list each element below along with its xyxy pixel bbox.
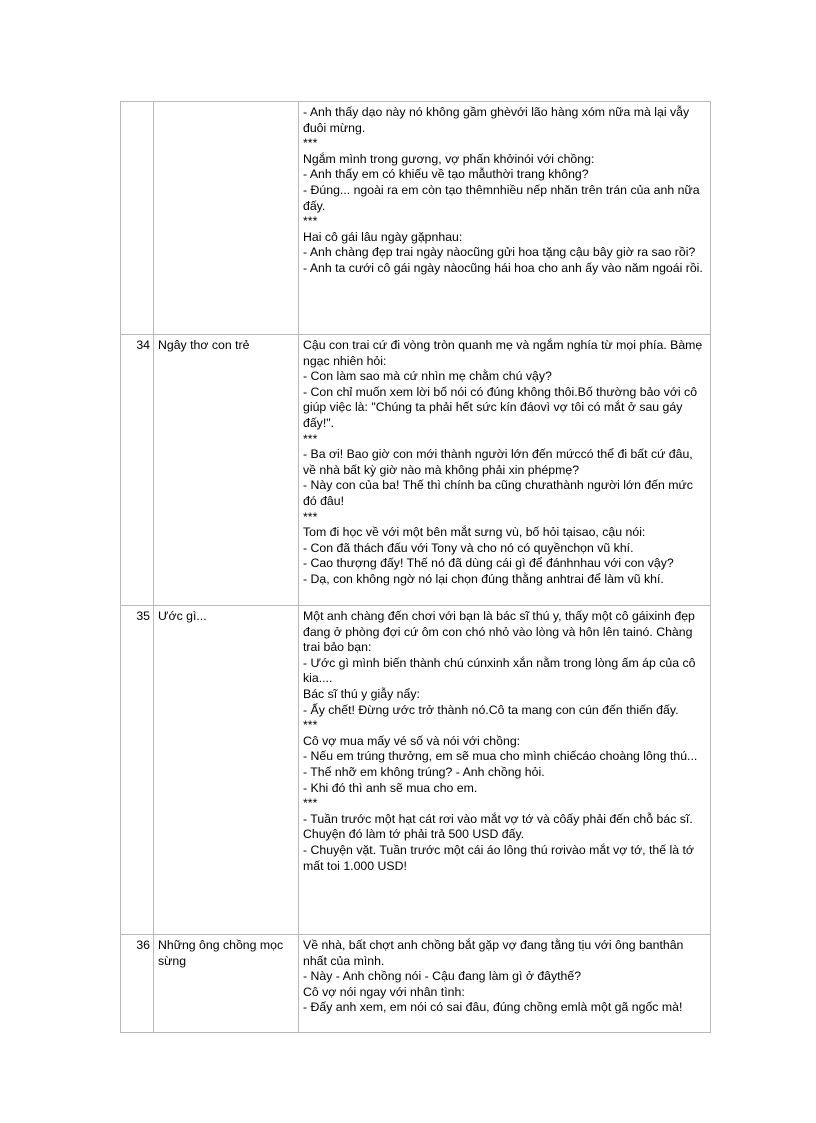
row-title (154, 102, 299, 335)
row-number (121, 102, 154, 335)
content-line: Ngắm mình trong gương, vợ phấn khởinói với chồng: (303, 151, 595, 166)
content-line: Tom đi học về với một bên mắt sưng vù, bố hỏi tạisao, cậu nói: (303, 525, 646, 540)
row-content (299, 935, 711, 1033)
row-content (299, 335, 711, 606)
content-line: *** (303, 136, 318, 151)
content-line: - Anh ta cưới cô gái ngày nàocũng hái hoa cho anh ấy vào năm ngoái rồi. (303, 260, 703, 275)
content-line: - Thế nhỡ em không trúng? - Anh chồng hỏi. (303, 764, 545, 779)
content-line: *** (303, 796, 318, 811)
content-line: *** (303, 718, 318, 733)
table-row (121, 102, 711, 335)
content-line: *** (303, 214, 318, 229)
content-line: - Cao thượng đấy! Thế nó đã dùng cái gì để đánhnhau với con vậy? (303, 556, 674, 571)
row-number: 35 (121, 606, 154, 935)
jokes-table (120, 101, 711, 1033)
content-line: Hai cô gái lâu ngày gặpnhau: (303, 229, 463, 244)
content-line: - Anh thấy em có khiếu về tạo mẫuthời trang không? (303, 167, 589, 182)
row-number: 34 (121, 335, 154, 606)
content-line: - Con đã thách đấu với Tony và cho nó có quyềnchọn vũ khí. (303, 540, 634, 555)
content-line: - Đấy anh xem, em nói có sai đâu, đúng chồng emlà một gã ngốc mà! (303, 1000, 683, 1015)
content-line: - Khi đó thì anh sẽ mua cho em. (303, 780, 478, 795)
content-line: Một anh chàng đến chơi với bạn là bác sĩ thú y, thấy một cô gáixinh đẹp đang ở phòng đợi cứ ôm con chó nhỏ vào lòng và hôn lên tainó. Chàng trai bảo bạn: (303, 609, 699, 655)
row-content (299, 606, 711, 935)
content-line: - Ấy chết! Đừng ước trở thành nó.Cô ta mang con cún đến thiến đấy. (303, 702, 679, 717)
content-line: Cậu con trai cứ đi vòng tròn quanh mẹ và ngắm nghía từ mọi phía. Bàmẹ ngạc nhiên hỏi: (303, 338, 706, 368)
row-title: Ước gì... (154, 606, 299, 935)
table-row (121, 606, 711, 935)
content-line: - Con chỉ muốn xem lời bố nói có đúng không thôi.Bố thường bảo với cô giúp việc là: "Chúng ta phải hết sức kín đáovì vợ tôi có mắt ở sau gáy đấy!". (303, 384, 701, 430)
row-title: Ngây thơ con trẻ (154, 335, 299, 606)
content-line: - Này - Anh chồng nói - Cậu đang làm gì ở đâythế? (303, 969, 582, 984)
content-line: Về nhà, bất chợt anh chồng bắt gặp vợ đang tằng tịu với ông banthân nhất của mình. (303, 938, 687, 968)
content-line: - Ước gì mình biến thành chú cúnxinh xắn nằm trong lòng ấm áp của cô kia.... (303, 655, 699, 686)
row-title: Những ông chồng mọc sừng (154, 935, 299, 1033)
content-line: - Nếu em trúng thưởng, em sẽ mua cho mình chiếcáo choàng lông thú... (303, 749, 698, 764)
content-line: - Đúng... ngoài ra em còn tạo thêmnhiều nếp nhăn trên trán của anh nữa đấy. (303, 182, 703, 213)
content-line: - Anh thấy dạo này nó không gầm ghèvới lão hàng xóm nữa mà lại vẫy đuôi mừng. (303, 105, 693, 135)
content-line: - Anh chàng đẹp trai ngày nàocũng gửi hoa tặng cậu bây giờ ra sao rồi? (303, 245, 696, 260)
content-line: - Dạ, con không ngờ nó lại chọn đúng thằng anhtrai để làm vũ khí. (303, 571, 664, 586)
row-number: 36 (121, 935, 154, 1033)
table-body (121, 102, 711, 1033)
content-line: *** (303, 509, 318, 524)
content-line: - Ba ơi! Bao giờ con mới thành người lớn đến mứccó thể đi bất cứ đâu, về nhà bất kỳ giờ nào mà không phải xin phépmẹ? (303, 447, 697, 477)
row-content (299, 102, 711, 335)
content-line: Cô vợ nói ngay với nhân tình: (303, 984, 465, 999)
content-line: - Tuần trước một hạt cát rơi vào mắt vợ tớ và côấy phải đến chỗ bác sĩ. Chuyện đó làm tớ phải trả 500 USD đấy. (303, 811, 697, 842)
content-line: *** (303, 431, 318, 446)
content-line: - Chuyện vặt. Tuần trước một cái áo lông thú rơivào mắt vợ tớ, thế là tớ mất toi 1.000 USD! (303, 842, 698, 873)
content-line: Cô vợ mua mấy vé số và nói với chồng: (303, 733, 521, 748)
table-row (121, 335, 711, 606)
content-line: - Con làm sao mà cứ nhìn mẹ chằm chú vậy? (303, 369, 552, 384)
content-line: - Này con của ba! Thế thì chính ba cũng chưathành người lớn đến mức đó đâu! (303, 478, 697, 508)
table-row (121, 935, 711, 1033)
content-line: Bác sĩ thú y giẫy nẩy: (303, 686, 420, 701)
